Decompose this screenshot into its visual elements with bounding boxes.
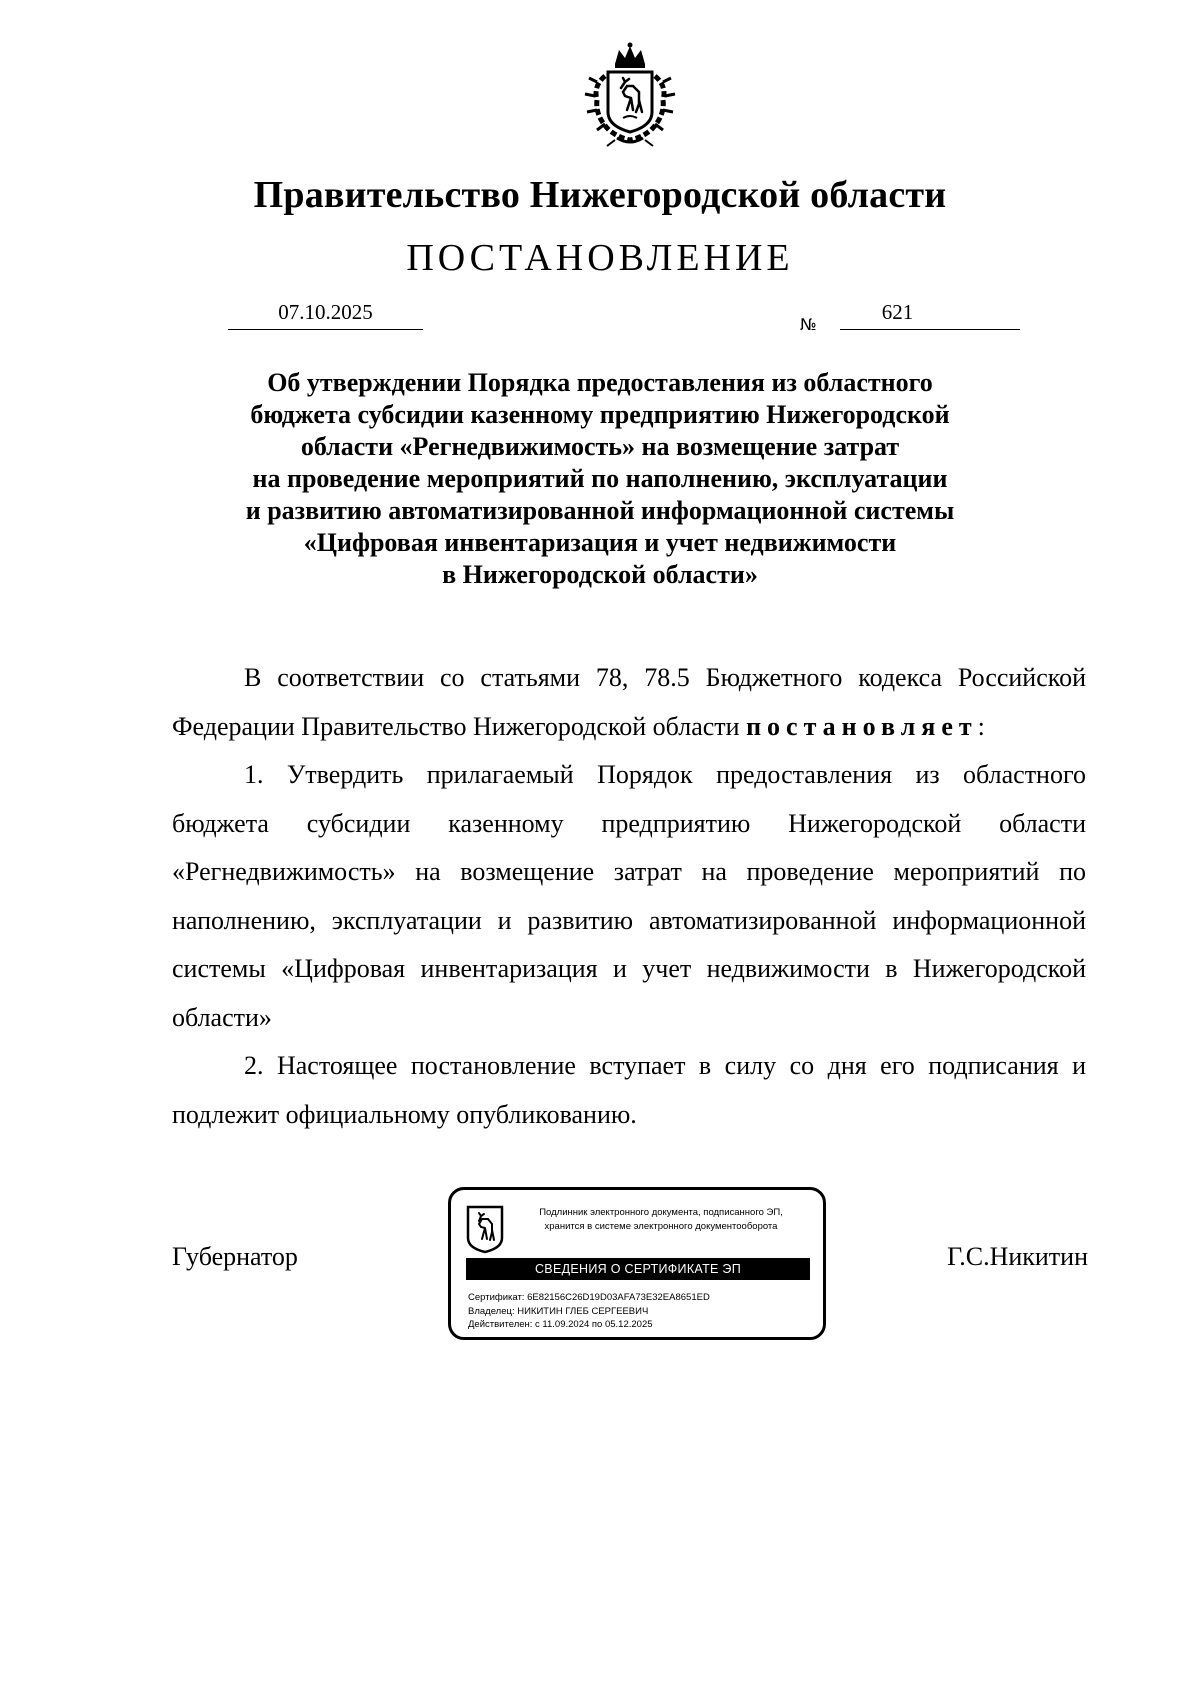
signatory-role: Губернатор — [172, 1242, 298, 1271]
document-number-field — [840, 300, 1020, 330]
preamble-colon: : — [977, 711, 985, 741]
stamp-note-line: хранится в системе электронного документооборота — [544, 1221, 778, 1232]
stamp-note-line: Подлинник электронного документа, подписанного ЭП, — [539, 1207, 783, 1218]
organization-title: Правительство Нижегородской области — [253, 174, 947, 216]
subject-line: Об утверждении Порядка предоставления из областного — [267, 368, 933, 397]
document-body — [172, 654, 1086, 1139]
subject-line: бюджета субсидии казенному предприятию Нижегородской — [250, 400, 950, 429]
item-2-paragraph: 2. Настоящее постановление вступает в силу со дня его подписания и подлежит официальному опубликованию. — [172, 1051, 1086, 1129]
stamp-original-note — [511, 1206, 811, 1234]
document-number: 621 — [881, 300, 914, 324]
item-1-paragraph: 1. Утвердить прилагаемый Порядок предоставления из областного бюджета субсидии казенному предприятию Нижегородской области «Регнедвижимость» на возмещение затрат на проведение мероприятий по наполнению, эксплуатации и развитию автоматизированной информационной системы «Цифровая инвентаризация и учет недвижимости в Нижегородской области» — [172, 760, 1086, 1032]
coat-of-arms-icon — [575, 42, 685, 148]
document-type: ПОСТАНОВЛЕНИЕ — [406, 237, 794, 279]
subject-line: «Цифровая инвентаризация и учет недвижимости — [303, 528, 897, 557]
certificate-id: Сертификат: 6E82156C26D19D03AFA73E32EA8651ED — [468, 1292, 710, 1303]
number-sign: № — [800, 315, 817, 334]
electronic-signature-stamp — [448, 1187, 826, 1340]
certificate-validity: Действителен: с 11.09.2024 по 05.12.2025 — [468, 1319, 653, 1330]
document-date: 07.10.2025 — [228, 303, 423, 330]
preamble-paragraph — [172, 654, 1086, 751]
subject-line: в Нижегородской области» — [442, 560, 758, 589]
preamble-text: В соответствии со статьями 78, 78.5 Бюджетного кодекса Российской Федерации Правительство Нижегородской области — [172, 663, 1086, 741]
certificate-info — [468, 1291, 710, 1332]
subject-line: и развитию автоматизированной информационной системы — [245, 496, 955, 525]
subject-line: на проведение мероприятий по наполнению, эксплуатации — [252, 464, 948, 493]
document-subject — [150, 367, 1050, 591]
stamp-title-bar: СВЕДЕНИЯ О СЕРТИФИКАТЕ ЭП — [466, 1258, 810, 1280]
emblem-icon — [465, 1204, 505, 1254]
resolves-word: постановляет — [746, 711, 978, 741]
certificate-owner: Владелец: НИКИТИН ГЛЕБ СЕРГЕЕВИЧ — [468, 1305, 649, 1317]
subject-line: области «Регнедвижимость» на возмещение затрат — [300, 432, 900, 461]
signatory-name: Г.С.Никитин — [947, 1242, 1088, 1271]
